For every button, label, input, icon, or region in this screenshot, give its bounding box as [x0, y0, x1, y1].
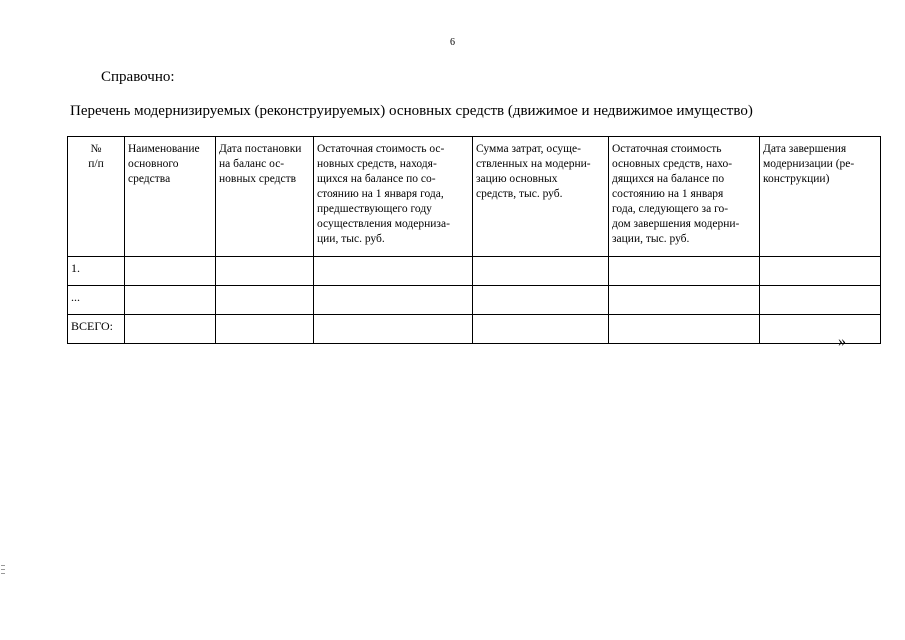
table-header-row: [68, 137, 881, 257]
table-cell: [609, 286, 760, 315]
header-registration-date: Дата постановки на баланс ос- новных средств: [216, 137, 314, 257]
table-cell: [216, 315, 314, 344]
margin-mark: [1, 565, 5, 577]
table-cell: [314, 315, 473, 344]
table-cell: [760, 315, 881, 344]
table-cell: 1.: [68, 257, 125, 286]
table-cell: [473, 257, 609, 286]
table-cell: [125, 315, 216, 344]
table-cell: [609, 315, 760, 344]
header-modernization-costs: Сумма затрат, осуще- ствленных на модерни- зацию основных средств, тыс. руб.: [473, 137, 609, 257]
page-number: 6: [450, 37, 455, 48]
table-cell: [760, 257, 881, 286]
table-cell-total-label: ВСЕГО:: [68, 315, 125, 344]
table-title: Перечень модернизируемых (реконструируемых) основных средств (движимое и недвижимое имущество): [70, 103, 753, 119]
table-row: [68, 257, 881, 286]
table-cell: [125, 257, 216, 286]
header-completion-date: Дата завершения модернизации (ре- конструкции): [760, 137, 881, 257]
closing-quote: »: [838, 333, 846, 350]
header-residual-value-before: Остаточная стоимость ос- новных средств, находя- щихся на балансе по со- стоянию на 1 января года, предшествующего году осуществления модерниза- ции, тыс. руб.: [314, 137, 473, 257]
assets-table: [67, 136, 881, 344]
table-cell: [216, 257, 314, 286]
table-cell: [473, 286, 609, 315]
table-cell: [314, 257, 473, 286]
table-row: [68, 286, 881, 315]
header-residual-value-after: Остаточная стоимость основных средств, нахо- дящихся на балансе по состоянию на 1 января года, следующего за го- дом завершения модерни- зации, тыс. руб.: [609, 137, 760, 257]
reference-label: Справочно:: [101, 69, 175, 85]
header-asset-name: Наименование основного средства: [125, 137, 216, 257]
table-cell: [473, 315, 609, 344]
table-cell: [125, 286, 216, 315]
table-cell: [314, 286, 473, 315]
table-cell: [760, 286, 881, 315]
table-total-row: [68, 315, 881, 344]
table-cell: [216, 286, 314, 315]
table-cell: ...: [68, 286, 125, 315]
header-number: № п/п: [68, 137, 125, 257]
table-cell: [609, 257, 760, 286]
